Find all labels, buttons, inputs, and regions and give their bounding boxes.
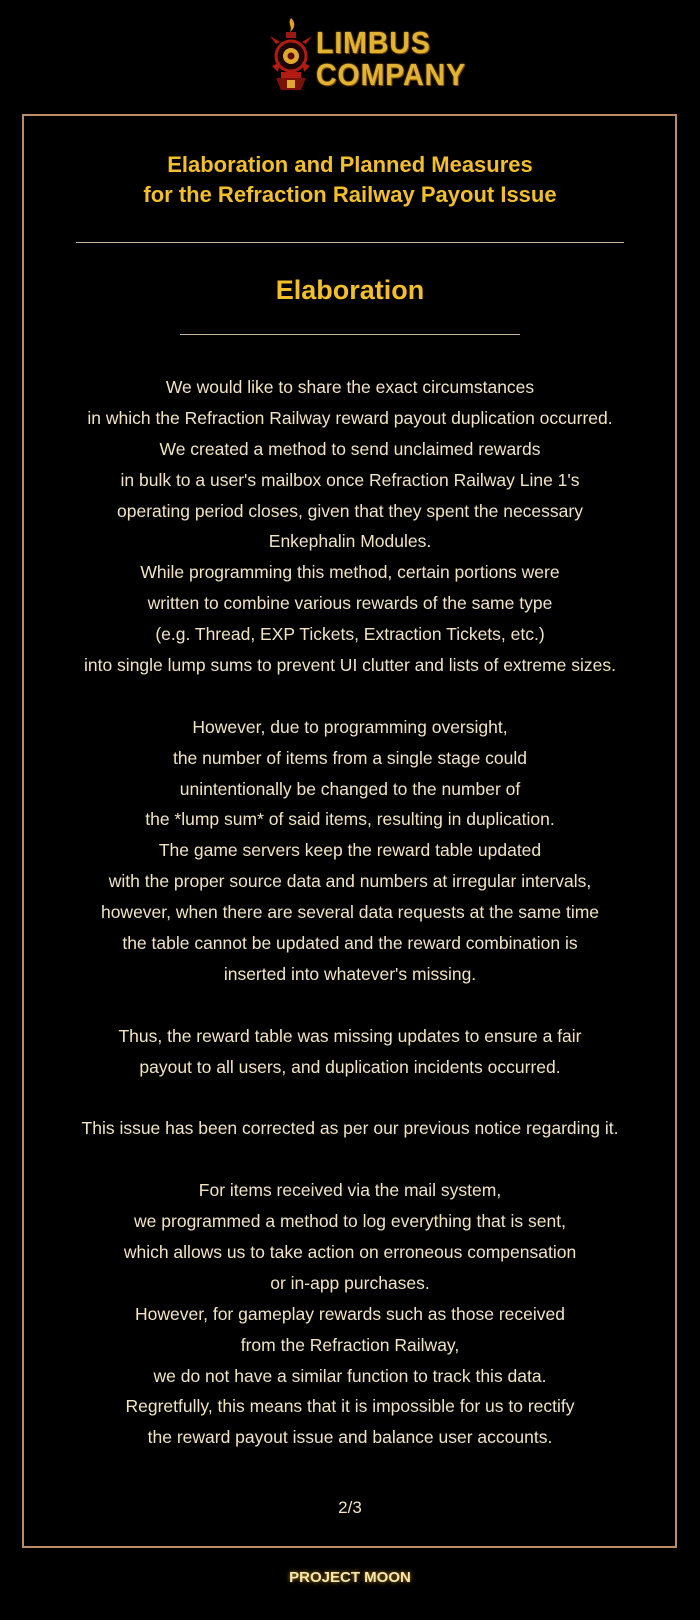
body-line: Thus, the reward table was missing updates to ensure a fair <box>118 1025 582 1046</box>
logo-wordmark-line2: COMPANY <box>316 57 467 92</box>
body-line: unintentionally be changed to the number of <box>179 778 521 799</box>
paragraph-gap <box>24 681 676 712</box>
body-line: from the Refraction Railway, <box>240 1334 460 1355</box>
body-line: the reward payout issue and balance user accounts. <box>147 1427 553 1448</box>
body-line: we do not have a similar function to track this data. <box>153 1365 547 1386</box>
body-line: This issue has been corrected as per our previous notice regarding it. <box>81 1118 619 1139</box>
paragraph-gap <box>24 1144 676 1175</box>
body-line: in which the Refraction Railway reward payout duplication occurred. <box>87 407 613 428</box>
body-line: However, due to programming oversight, <box>192 716 508 737</box>
body-line: Regretfully, this means that it is impossible for us to rectify <box>125 1396 575 1417</box>
section-divider <box>180 334 520 335</box>
project-moon-logo: PROJECT MOON <box>289 1569 411 1586</box>
body-line: we programmed a method to log everything that is sent, <box>134 1211 566 1232</box>
paragraph-gap <box>24 990 676 1021</box>
body-line: the table cannot be updated and the reward combination is <box>122 933 578 954</box>
section-heading: Elaboration <box>275 275 425 305</box>
body-line: with the proper source data and numbers at irregular intervals, <box>108 871 592 892</box>
body-line: in bulk to a user's mailbox once Refraction Railway Line 1's <box>120 469 580 490</box>
body-line: the number of items from a single stage could <box>172 747 528 768</box>
body-line: We created a method to send unclaimed rewards <box>159 438 541 459</box>
paragraph-gap <box>24 1082 676 1113</box>
notice-body <box>24 372 676 1453</box>
logo-wordmark-line1: LIMBUS <box>316 25 431 60</box>
page-indicator: 2/3 <box>338 1498 362 1517</box>
body-line: (e.g. Thread, EXP Tickets, Extraction Tickets, etc.) <box>155 624 545 645</box>
body-line: into single lump sums to prevent UI clutter and lists of extreme sizes. <box>83 655 617 676</box>
limbus-company-logo <box>268 16 467 92</box>
body-line: The game servers keep the reward table updated <box>158 840 542 861</box>
body-line: or in-app purchases. <box>270 1272 430 1293</box>
body-line: We would like to share the exact circumstances <box>165 377 535 397</box>
notice-title <box>0 150 700 210</box>
notice-title-line1: Elaboration and Planned Measures <box>167 152 533 177</box>
notice-title-line2: for the Refraction Railway Payout Issue <box>143 182 557 207</box>
body-line: written to combine various rewards of the same type <box>147 593 553 614</box>
body-line: however, when there are several data requests at the same time <box>100 902 600 923</box>
body-line: inserted into whatever's missing. <box>223 963 477 984</box>
body-line: payout to all users, and duplication incidents occurred. <box>139 1056 561 1077</box>
body-line: However, for gameplay rewards such as those received <box>135 1303 565 1324</box>
body-line: For items received via the mail system, <box>198 1180 502 1201</box>
body-line: While programming this method, certain portions were <box>140 562 560 583</box>
body-line: Enkephalin Modules. <box>268 531 432 552</box>
body-line: the *lump sum* of said items, resulting in duplication. <box>145 809 555 830</box>
limbus-company-emblem-icon <box>268 16 314 92</box>
title-divider <box>76 242 624 243</box>
body-line: which allows us to take action on erroneous compensation <box>123 1241 577 1262</box>
body-line: operating period closes, given that they spent the necessary <box>117 500 583 521</box>
